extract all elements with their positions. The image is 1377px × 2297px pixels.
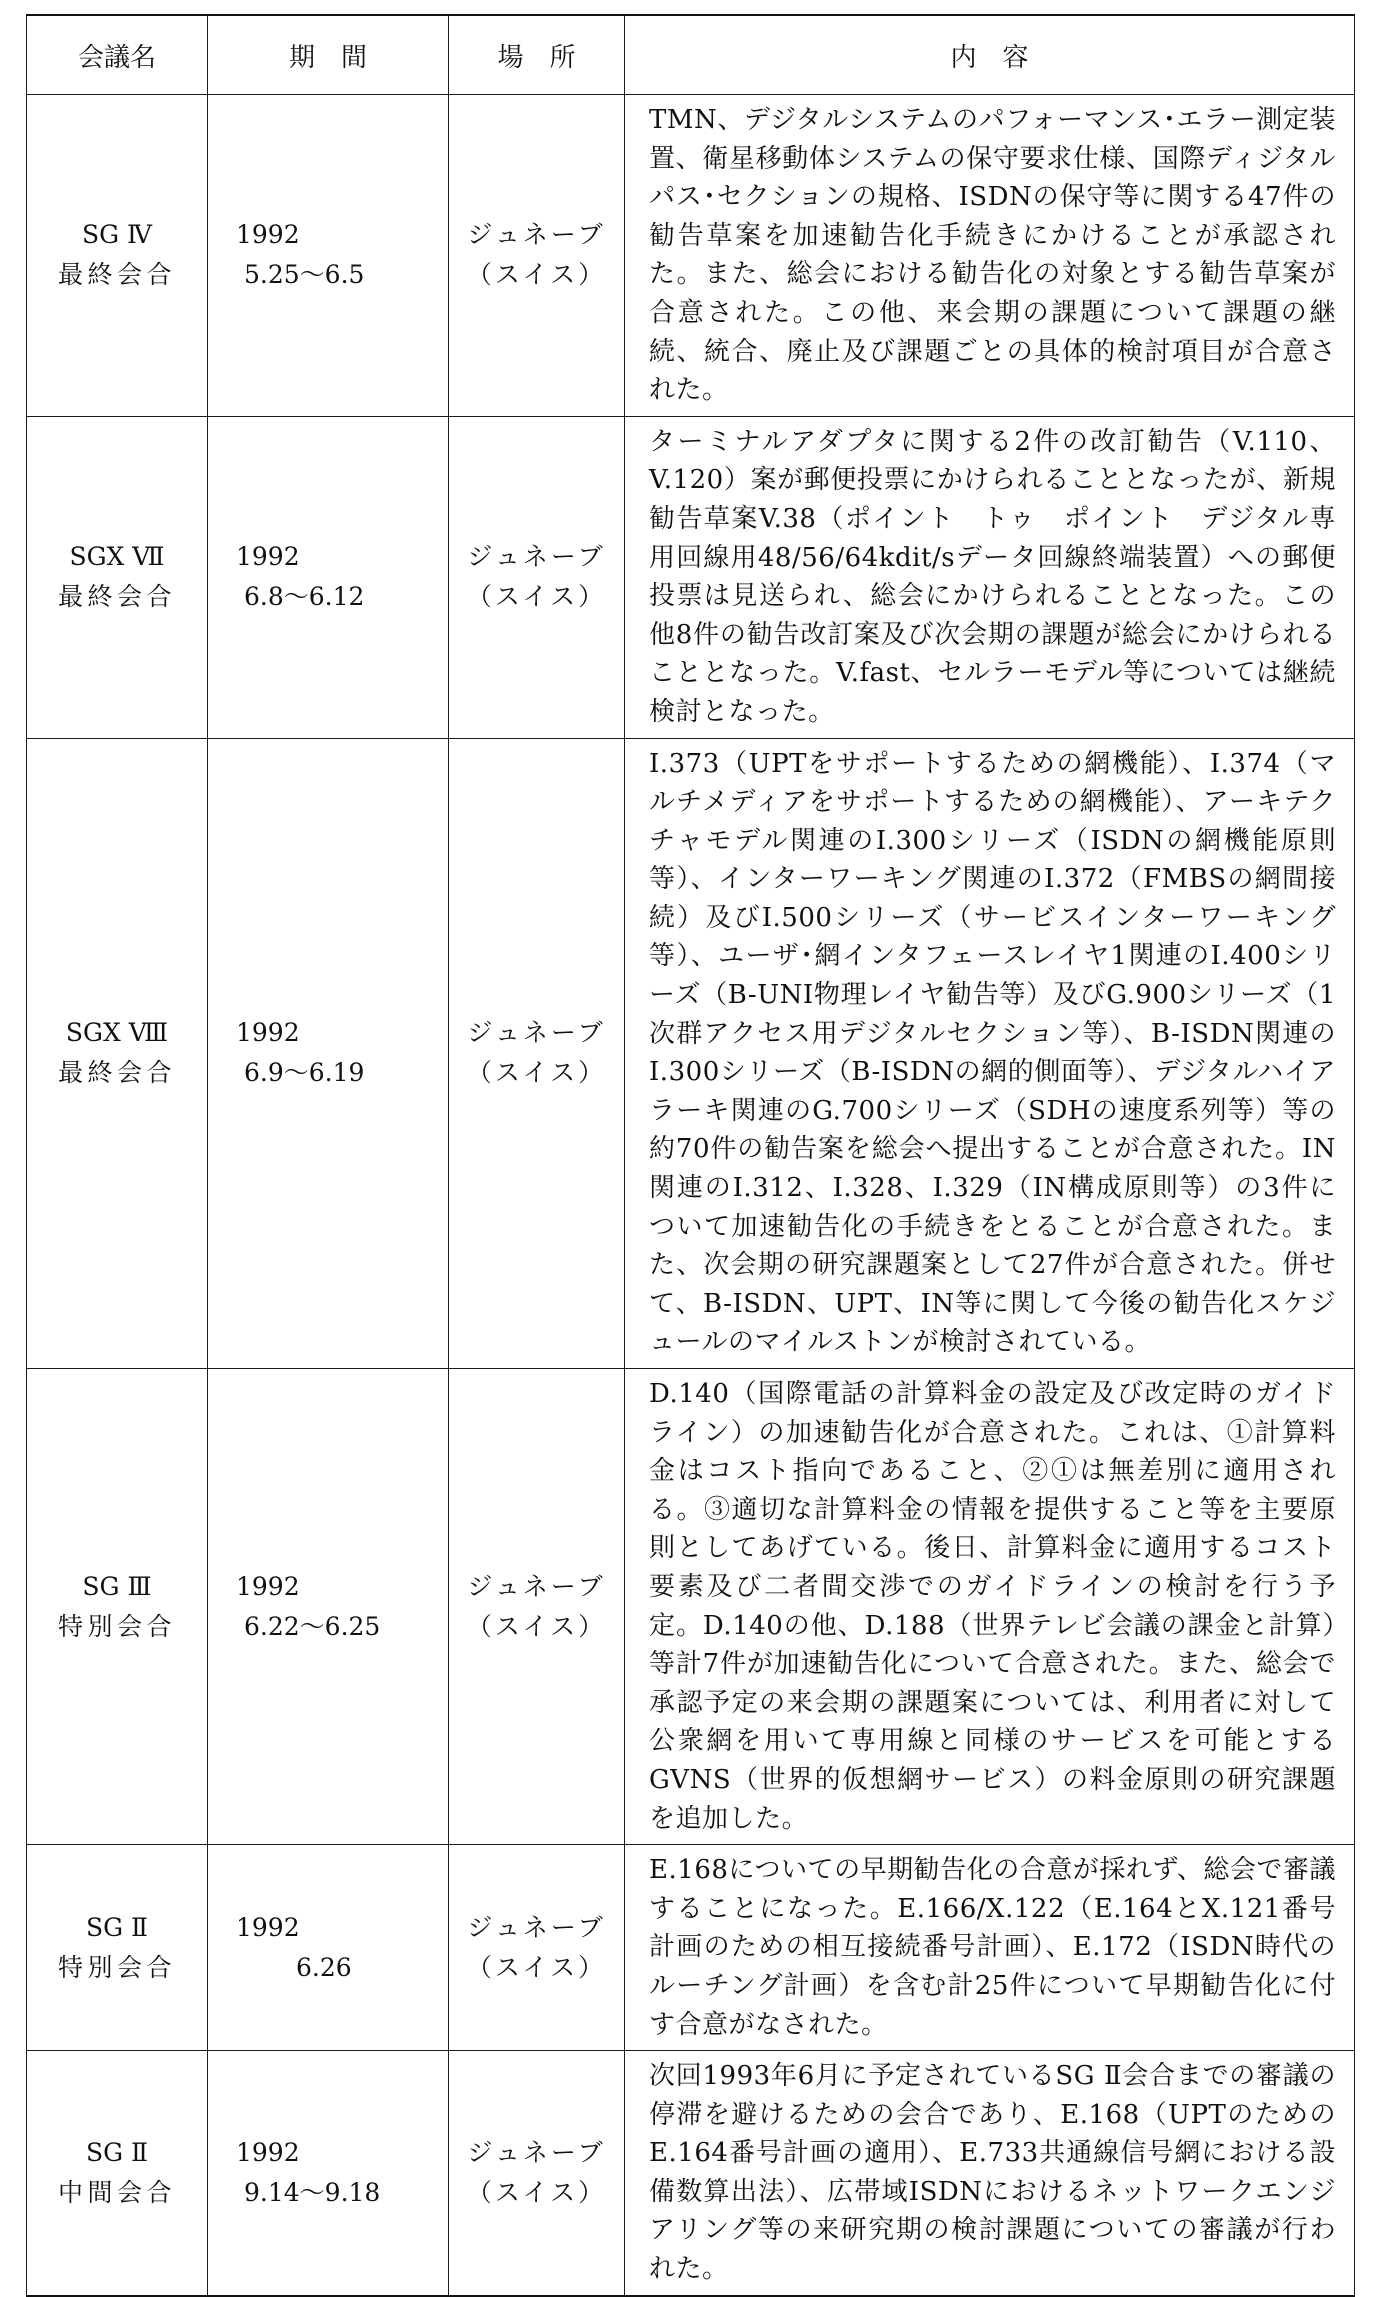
place-country: （スイス） [466, 582, 607, 612]
content-cell: ターミナルアダプタに関する2件の改訂勧告（V.110、V.120）案が郵便投票にかけられることとなったが、新規勧告草案V.38（ポイント トゥ ポイント デジタル専用回線用48/56/64kdit/sデータ回線終端装置）への郵便投票は見送られ、総会にかけられることとなった。この他8件の勧告改訂案及び次会期の課題が総会にかけられることとなった。V.fast、セルラーモデル等については継続検討となった。 [625, 416, 1355, 738]
place-cell [449, 1369, 625, 1845]
place-cell [449, 416, 625, 738]
meeting-type: 最終会合 [57, 582, 176, 612]
content-cell: E.168についての早期勧告化の合意が採れず、総会で審議することになった。E.166/X.122（E.164とX.121番号計画のための相互接続番号計画）、E.172（ISDN時代のルーチング計画）を含む計25件について早期勧告化に付す合意がなされた。 [625, 1845, 1355, 2051]
meeting-type: 特別会合 [57, 1611, 176, 1641]
period-year: 1992 [236, 2137, 300, 2167]
place-city: ジュネーブ [467, 1571, 606, 1601]
period-cell [208, 1845, 449, 2051]
period-year: 1992 [236, 1018, 300, 1048]
table-row [27, 2051, 1355, 2296]
meeting-type: 中間会合 [57, 2177, 176, 2207]
place-country: （スイス） [466, 260, 607, 290]
period-cell [208, 95, 449, 417]
meeting-name-cell [27, 95, 208, 417]
period-dates: 6.26 [296, 1952, 352, 1982]
meeting-name-cell [27, 738, 208, 1369]
meeting-group: SGX Ⅶ [69, 542, 165, 572]
meeting-table-page [26, 14, 1354, 2297]
meeting-type: 特別会合 [57, 1952, 176, 1982]
place-city: ジュネーブ [467, 220, 606, 250]
header-content: 内 容 [625, 15, 1355, 95]
period-cell [208, 416, 449, 738]
meeting-group: SG Ⅱ [85, 1912, 149, 1942]
content-cell: TMN、デジタルシステムのパフォーマンス･エラー測定装置、衛星移動体システムの保守要求仕様、国際ディジタルパス･セクションの規格、ISDNの保守等に関する47件の勧告草案を加速勧告化手続きにかけることが承認された。また、総会における勧告化の対象とする勧告草案が合意された。この他、来会期の課題について課題の継続、統合、廃止及び課題ごとの具体的検討項目が合意された。 [625, 95, 1355, 417]
place-city: ジュネーブ [467, 1018, 606, 1048]
content-cell: I.373（UPTをサポートするための網機能）、I.374（マルチメディアをサポートするための網機能）、アーキテクチャモデル関連のI.300シリーズ（ISDNの網機能原則等）、インターワーキング関連のI.372（FMBSの網間接続）及びI.500シリーズ（サービスインターワーキング等）、ユーザ･網インタフェースレイヤ1関連のI.400シリーズ（B-UNI物理レイヤ勧告等）及びG.900シリーズ（1次群アクセス用デジタルセクション等）、B-ISDN関連のI.300シリーズ（B-ISDNの網的側面等）、デジタルハイアラーキ関連のG.700シリーズ（SDHの速度系列等）等の約70件の勧告案を総会へ提出することが合意された。IN関連のI.312、I.328、I.329（IN構成原則等）の3件について加速勧告化の手続きをとることが合意された。また、次会期の研究課題案として27件が合意された。併せて、B-ISDN、UPT、IN等に関して今後の勧告化スケジュールのマイルストンが検討されている。 [625, 738, 1355, 1369]
meeting-type: 最終会合 [57, 260, 176, 290]
period-cell [208, 1369, 449, 1845]
place-country: （スイス） [466, 1058, 607, 1088]
meeting-name-cell [27, 1845, 208, 2051]
period-year: 1992 [236, 1912, 300, 1942]
table-row [27, 738, 1355, 1369]
meeting-name-cell [27, 416, 208, 738]
place-city: ジュネーブ [467, 542, 606, 572]
table-row [27, 416, 1355, 738]
table-row [27, 95, 1355, 417]
meeting-type: 最終会合 [57, 1058, 176, 1088]
header-place: 場 所 [449, 15, 625, 95]
period-year: 1992 [236, 1571, 300, 1601]
meeting-group: SGX Ⅷ [65, 1018, 169, 1048]
place-country: （スイス） [466, 1611, 607, 1641]
period-cell [208, 738, 449, 1369]
meeting-group: SG Ⅱ [85, 2137, 149, 2167]
place-country: （スイス） [466, 1952, 607, 1982]
place-cell [449, 95, 625, 417]
period-dates: 6.8～6.12 [244, 582, 365, 612]
place-cell [449, 1845, 625, 2051]
period-year: 1992 [236, 542, 300, 572]
period-dates: 6.22～6.25 [244, 1611, 381, 1641]
header-period: 期 間 [208, 15, 449, 95]
place-cell [449, 2051, 625, 2296]
period-dates: 9.14～9.18 [244, 2177, 381, 2207]
place-country: （スイス） [466, 2177, 607, 2207]
place-city: ジュネーブ [467, 2137, 606, 2167]
content-cell: D.140（国際電話の計算料金の設定及び改定時のガイドライン）の加速勧告化が合意された。これは、①計算料金はコスト指向であること、②①は無差別に適用される。③適切な計算料金の情報を提供すること等を主要原則としてあげている。後日、計算料金に適用するコスト要素及び二者間交渉でのガイドラインの検討を行う予定。D.140の他、D.188（世界テレビ会議の課金と計算）等計7件が加速勧告化について合意された。また、総会で承認予定の来会期の課題案については、利用者に対して公衆網を用いて専用線と同様のサービスを可能とするGVNS（世界的仮想網サービス）の料金原則の研究課題を追加した。 [625, 1369, 1355, 1845]
period-dates: 5.25～6.5 [244, 260, 365, 290]
meeting-name-cell [27, 1369, 208, 1845]
place-cell [449, 738, 625, 1369]
place-city: ジュネーブ [467, 1912, 606, 1942]
header-meeting-name: 会議名 [27, 15, 208, 95]
table-row [27, 1845, 1355, 2051]
table-row [27, 1369, 1355, 1845]
period-cell [208, 2051, 449, 2296]
content-cell: 次回1993年6月に予定されているSG Ⅱ会合までの審議の停滞を避けるための会合であり、E.168（UPTのためのE.164番号計画の適用）、E.733共通線信号網における設備数算出法）、広帯域ISDNにおけるネットワークエンジアリング等の来研究期の検討課題についての審議が行われた。 [625, 2051, 1355, 2296]
meeting-group: SG Ⅲ [82, 1571, 152, 1601]
meeting-name-cell [27, 2051, 208, 2296]
table-header-row [27, 15, 1355, 95]
period-year: 1992 [236, 220, 300, 250]
period-dates: 6.9～6.19 [244, 1058, 365, 1088]
meeting-group: SG Ⅳ [81, 220, 153, 250]
meetings-table [26, 14, 1355, 2297]
